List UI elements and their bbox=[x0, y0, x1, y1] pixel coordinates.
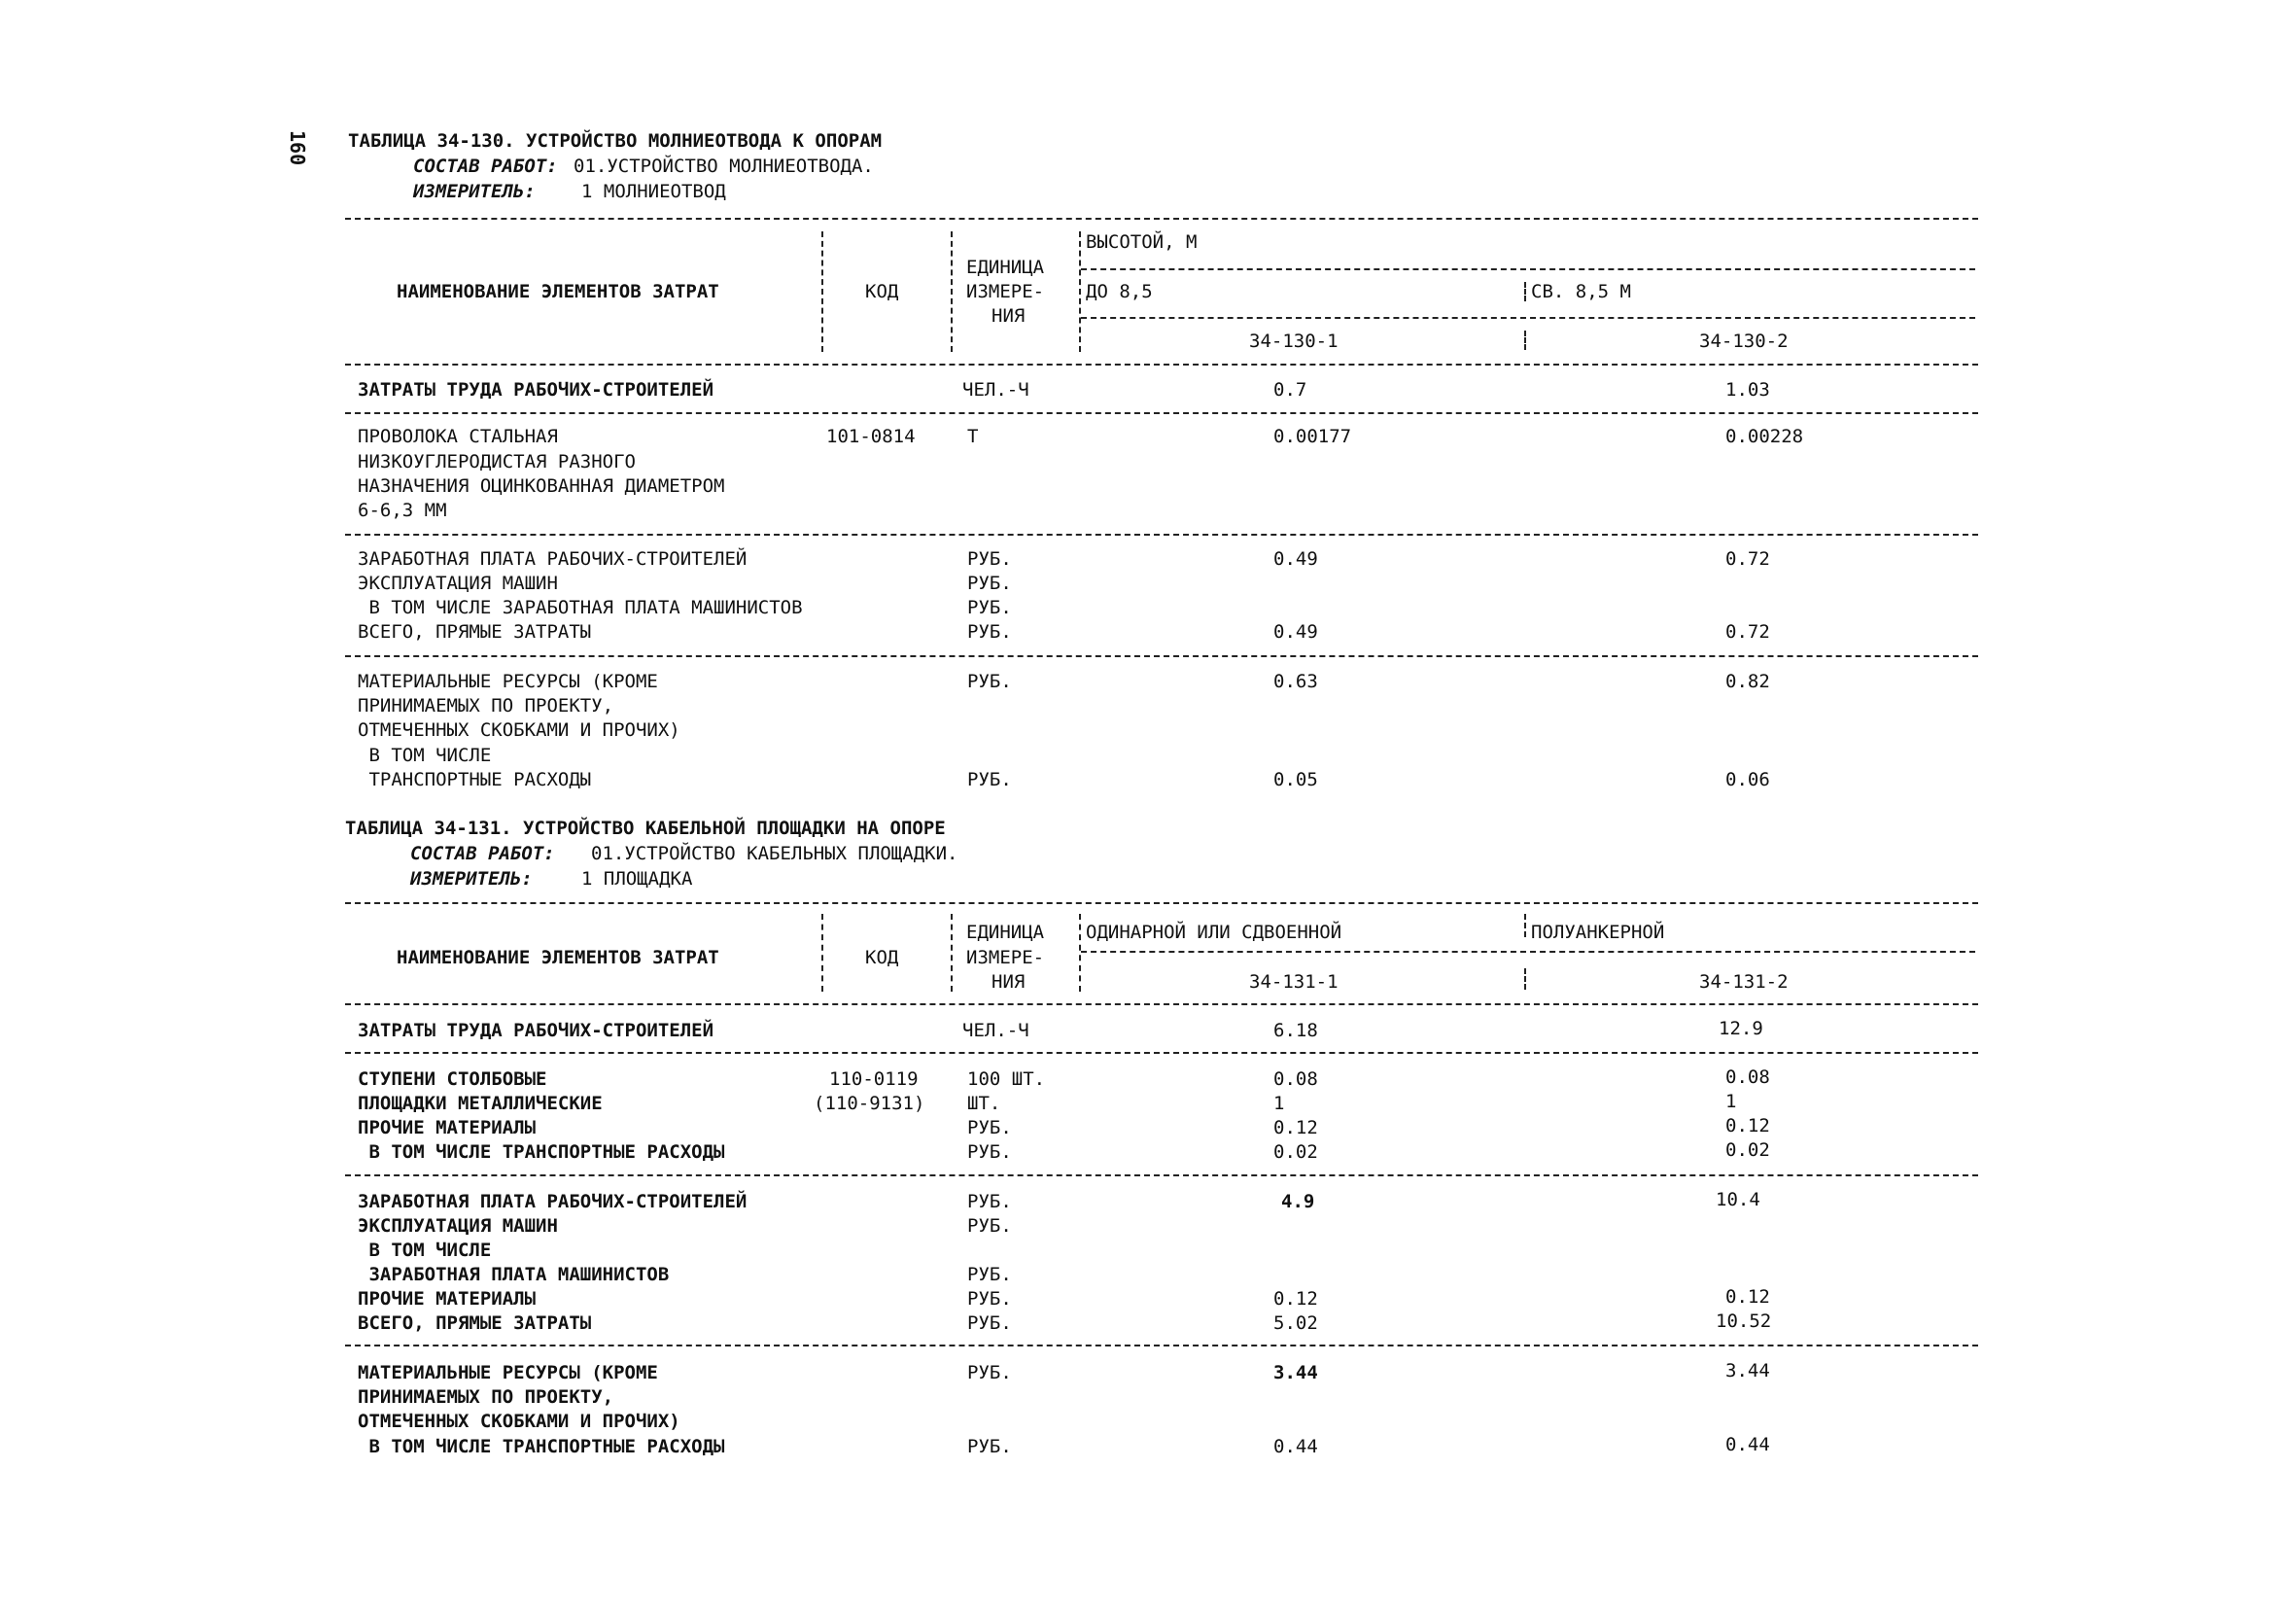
row-unit: РУБ. bbox=[967, 1362, 1012, 1383]
table2-header-code: КОД bbox=[865, 947, 899, 968]
row-value-col2: 10.52 bbox=[1716, 1311, 1772, 1332]
row-value-col1: 0.7 bbox=[1273, 379, 1307, 401]
row-unit: РУБ. bbox=[967, 1117, 1012, 1138]
table1-header-bottom-rule bbox=[345, 364, 1978, 366]
row-name: ВСЕГО, ПРЯМЫЕ ЗАТРАТЫ bbox=[358, 621, 592, 643]
table1-sep-col1-col2-a bbox=[1524, 282, 1526, 301]
row-value-col1: 0.05 bbox=[1273, 769, 1318, 790]
row-name: ЗАРАБОТНАЯ ПЛАТА РАБОЧИХ-СТРОИТЕЛЕЙ bbox=[358, 548, 748, 570]
row-code: 101-0814 bbox=[826, 426, 916, 447]
table2-composition-label: СОСТАВ РАБОТ: bbox=[410, 843, 555, 864]
page-number: 160 bbox=[286, 130, 309, 166]
row-name: ЗАРАБОТНАЯ ПЛАТА РАБОЧИХ-СТРОИТЕЛЕЙ bbox=[358, 1191, 748, 1212]
row-name: ЗАРАБОТНАЯ ПЛАТА МАШИНИСТОВ bbox=[358, 1264, 670, 1285]
row-unit: РУБ. bbox=[967, 671, 1012, 692]
row-name: ЗАТРАТЫ ТРУДА РАБОЧИХ-СТРОИТЕЛЕЙ bbox=[358, 379, 714, 401]
row-value-col1: 0.12 bbox=[1273, 1117, 1318, 1138]
row-name: В ТОМ ЧИСЛЕ ТРАНСПОРТНЫЕ РАСХОДЫ bbox=[358, 1436, 725, 1457]
row-code: 110-0119 bbox=[829, 1068, 919, 1090]
table2-sep-name-code bbox=[821, 914, 823, 992]
row-value-col1: 0.00177 bbox=[1273, 426, 1352, 447]
row-value-col2: 0.82 bbox=[1725, 671, 1770, 692]
row-value-col1: 0.49 bbox=[1273, 548, 1318, 570]
row-unit: РУБ. bbox=[967, 548, 1012, 570]
row-value-col1: 0.44 bbox=[1273, 1436, 1318, 1457]
table1-header-unit-l2: ИЗМЕРЕ- bbox=[966, 281, 1045, 302]
table2-row-rule bbox=[345, 1052, 1978, 1054]
table2-meter-value: 1 ПЛОЩАДКА bbox=[581, 868, 693, 890]
table2-sep-col1-col2-b bbox=[1524, 968, 1526, 990]
row-unit: РУБ. bbox=[967, 1191, 1012, 1212]
row-name: В ТОМ ЧИСЛЕ ЗАРАБОТНАЯ ПЛАТА МАШИНИСТОВ bbox=[358, 597, 803, 618]
table1-header-col1-code: 34-130-1 bbox=[1249, 331, 1339, 352]
table1-sep-code-unit bbox=[951, 231, 953, 352]
row-unit: ЧЕЛ.-Ч bbox=[962, 379, 1029, 401]
row-value-col2: 3.44 bbox=[1725, 1360, 1770, 1381]
table1-row-rule bbox=[345, 412, 1978, 414]
table2-header-unit-l3: НИЯ bbox=[991, 971, 1026, 993]
row-name-continued: В ТОМ ЧИСЛЕ bbox=[358, 745, 492, 766]
row-name: ТРАНСПОРТНЫЕ РАСХОДЫ bbox=[358, 769, 592, 790]
table2-sep-unit-values bbox=[1079, 914, 1081, 992]
row-name: ЭКСПЛУАТАЦИЯ МАШИН bbox=[358, 573, 558, 594]
row-value-col2: 0.08 bbox=[1725, 1066, 1770, 1088]
row-unit: РУБ. bbox=[967, 621, 1012, 643]
row-unit: РУБ. bbox=[967, 573, 1012, 594]
row-value-col1: 0.12 bbox=[1273, 1288, 1318, 1310]
table1-composition-label: СОСТАВ РАБОТ: bbox=[413, 156, 558, 177]
row-value-col2: 0.72 bbox=[1725, 621, 1770, 643]
row-value-col2: 10.4 bbox=[1716, 1189, 1760, 1210]
row-value-col2: 0.00228 bbox=[1725, 426, 1804, 447]
row-value-col2: 1.03 bbox=[1725, 379, 1770, 401]
row-name: ПРОВОЛОКА СТАЛЬНАЯ bbox=[358, 426, 558, 447]
table1-header-col1-label: ДО 8,5 bbox=[1086, 281, 1153, 302]
row-value-col1: 0.63 bbox=[1273, 671, 1318, 692]
table2-sep-col1-col2-a bbox=[1524, 914, 1526, 937]
row-unit: Т bbox=[967, 426, 979, 447]
table1-header-rule-1 bbox=[1081, 268, 1975, 270]
table1-header-unit-l3: НИЯ bbox=[991, 305, 1026, 327]
row-unit: ЧЕЛ.-Ч bbox=[962, 1020, 1029, 1041]
row-unit: РУБ. bbox=[967, 1215, 1012, 1237]
row-name: ПРОЧИЕ МАТЕРИАЛЫ bbox=[358, 1288, 537, 1310]
row-unit: ШТ. bbox=[967, 1093, 1001, 1114]
row-unit: РУБ. bbox=[967, 1288, 1012, 1310]
table1-row-rule bbox=[345, 655, 1978, 657]
row-value-col1: 6.18 bbox=[1273, 1020, 1318, 1041]
row-unit: РУБ. bbox=[967, 1436, 1012, 1457]
table1-composition-value: 01.УСТРОЙСТВО МОЛНИЕОТВОДА. bbox=[574, 156, 874, 177]
row-value-col1: 0.08 bbox=[1273, 1068, 1318, 1090]
row-value-col2: 0.72 bbox=[1725, 548, 1770, 570]
row-unit: РУБ. bbox=[967, 1264, 1012, 1285]
row-name-continued: ОТМЕЧЕННЫХ СКОБКАМИ И ПРОЧИХ) bbox=[358, 1411, 680, 1432]
table1-header-col2-code: 34-130-2 bbox=[1699, 331, 1789, 352]
row-name: МАТЕРИАЛЬНЫЕ РЕСУРСЫ (КРОМЕ bbox=[358, 671, 658, 692]
table1-meter-value: 1 МОЛНИЕОТВОД bbox=[581, 181, 726, 202]
table2-header-rule bbox=[1081, 951, 1975, 953]
table1-title: ТАБЛИЦА 34-130. УСТРОЙСТВО МОЛНИЕОТВОДА К ОПОРАМ bbox=[348, 130, 883, 152]
row-name-continued: НИЗКОУГЛЕРОДИСТАЯ РАЗНОГО bbox=[358, 451, 636, 472]
table2-sep-code-unit bbox=[951, 914, 953, 992]
row-value-col2: 12.9 bbox=[1719, 1018, 1763, 1039]
row-value-col1: 3.44 bbox=[1273, 1362, 1318, 1383]
table2-meter-label: ИЗМЕРИТЕЛЬ: bbox=[410, 868, 533, 890]
table2-header-col2-code: 34-131-2 bbox=[1699, 971, 1789, 993]
row-value-col1: 5.02 bbox=[1273, 1312, 1318, 1334]
table2-header-col1-label: ОДИНАРНОЙ ИЛИ СДВОЕННОЙ bbox=[1086, 922, 1342, 943]
row-name: ВСЕГО, ПРЯМЫЕ ЗАТРАТЫ bbox=[358, 1312, 592, 1334]
table1-header-rule-2 bbox=[1081, 317, 1975, 319]
row-name: ЭКСПЛУАТАЦИЯ МАШИН bbox=[358, 1215, 558, 1237]
row-name-continued: 6-6,3 ММ bbox=[358, 500, 447, 521]
table2-top-rule bbox=[345, 902, 1978, 904]
table1-meter-label: ИЗМЕРИТЕЛЬ: bbox=[413, 181, 536, 202]
table1-row-rule bbox=[345, 534, 1978, 536]
row-name: ПЛОЩАДКИ МЕТАЛЛИЧЕСКИЕ bbox=[358, 1093, 603, 1114]
row-value-col2: 0.06 bbox=[1725, 769, 1770, 790]
row-value-col2: 0.02 bbox=[1725, 1139, 1770, 1161]
table2-header-bottom-rule bbox=[345, 1003, 1978, 1005]
row-name: СТУПЕНИ СТОЛБОВЫЕ bbox=[358, 1068, 547, 1090]
row-name-continued: ОТМЕЧЕННЫХ СКОБКАМИ И ПРОЧИХ) bbox=[358, 719, 680, 741]
row-name-continued: В ТОМ ЧИСЛЕ bbox=[358, 1240, 492, 1261]
table2-composition-value: 01.УСТРОЙСТВО КАБЕЛЬНЫХ ПЛОЩАДКИ. bbox=[591, 843, 958, 864]
table2-header-col2-label: ПОЛУАНКЕРНОЙ bbox=[1531, 922, 1665, 943]
table1-sep-col1-col2-b bbox=[1524, 331, 1526, 350]
row-unit: РУБ. bbox=[967, 1141, 1012, 1163]
table1-top-rule bbox=[345, 218, 1978, 220]
table1-sep-unit-values bbox=[1079, 231, 1081, 352]
row-value-col1: 4.9 bbox=[1281, 1191, 1315, 1212]
row-name-continued: НАЗНАЧЕНИЯ ОЦИНКОВАННАЯ ДИАМЕТРОМ bbox=[358, 475, 725, 497]
row-name-continued: ПРИНИМАЕМЫХ ПО ПРОЕКТУ, bbox=[358, 1386, 614, 1408]
row-name: МАТЕРИАЛЬНЫЕ РЕСУРСЫ (КРОМЕ bbox=[358, 1362, 658, 1383]
row-name: В ТОМ ЧИСЛЕ ТРАНСПОРТНЫЕ РАСХОДЫ bbox=[358, 1141, 725, 1163]
row-unit: РУБ. bbox=[967, 1312, 1012, 1334]
table1-header-code: КОД bbox=[865, 281, 899, 302]
table2-row-rule bbox=[345, 1174, 1978, 1176]
row-value-col2: 0.44 bbox=[1725, 1434, 1770, 1455]
table1-sep-name-code bbox=[821, 231, 823, 352]
table2-header-unit-l2: ИЗМЕРЕ- bbox=[966, 947, 1045, 968]
row-value-col1: 1 bbox=[1273, 1093, 1285, 1114]
row-name-continued: ПРИНИМАЕМЫХ ПО ПРОЕКТУ, bbox=[358, 695, 614, 717]
table2-header-name: НАИМЕНОВАНИЕ ЭЛЕМЕНТОВ ЗАТРАТ bbox=[397, 947, 719, 968]
row-name: ПРОЧИЕ МАТЕРИАЛЫ bbox=[358, 1117, 537, 1138]
row-value-col1: 0.02 bbox=[1273, 1141, 1318, 1163]
table2-title: ТАБЛИЦА 34-131. УСТРОЙСТВО КАБЕЛЬНОЙ ПЛОЩАДКИ НА ОПОРЕ bbox=[345, 818, 946, 839]
row-value-col1: 0.49 bbox=[1273, 621, 1318, 643]
table1-header-col2-label: СВ. 8,5 М bbox=[1531, 281, 1631, 302]
row-unit: РУБ. bbox=[967, 597, 1012, 618]
table2-header-col1-code: 34-131-1 bbox=[1249, 971, 1339, 993]
row-value-col2: 0.12 bbox=[1725, 1286, 1770, 1308]
table1-header-name: НАИМЕНОВАНИЕ ЭЛЕМЕНТОВ ЗАТРАТ bbox=[397, 281, 719, 302]
row-value-col2: 0.12 bbox=[1725, 1115, 1770, 1136]
table1-header-group: ВЫСОТОЙ, М bbox=[1086, 231, 1198, 253]
table2-header-unit-l1: ЕДИНИЦА bbox=[966, 922, 1045, 943]
table1-header-unit-l1: ЕДИНИЦА bbox=[966, 257, 1045, 278]
row-unit: РУБ. bbox=[967, 769, 1012, 790]
table2-row-rule bbox=[345, 1345, 1978, 1346]
row-value-col2: 1 bbox=[1725, 1091, 1737, 1112]
row-name: ЗАТРАТЫ ТРУДА РАБОЧИХ-СТРОИТЕЛЕЙ bbox=[358, 1020, 714, 1041]
row-code: (110-9131) bbox=[814, 1093, 925, 1114]
row-unit: 100 ШТ. bbox=[967, 1068, 1046, 1090]
